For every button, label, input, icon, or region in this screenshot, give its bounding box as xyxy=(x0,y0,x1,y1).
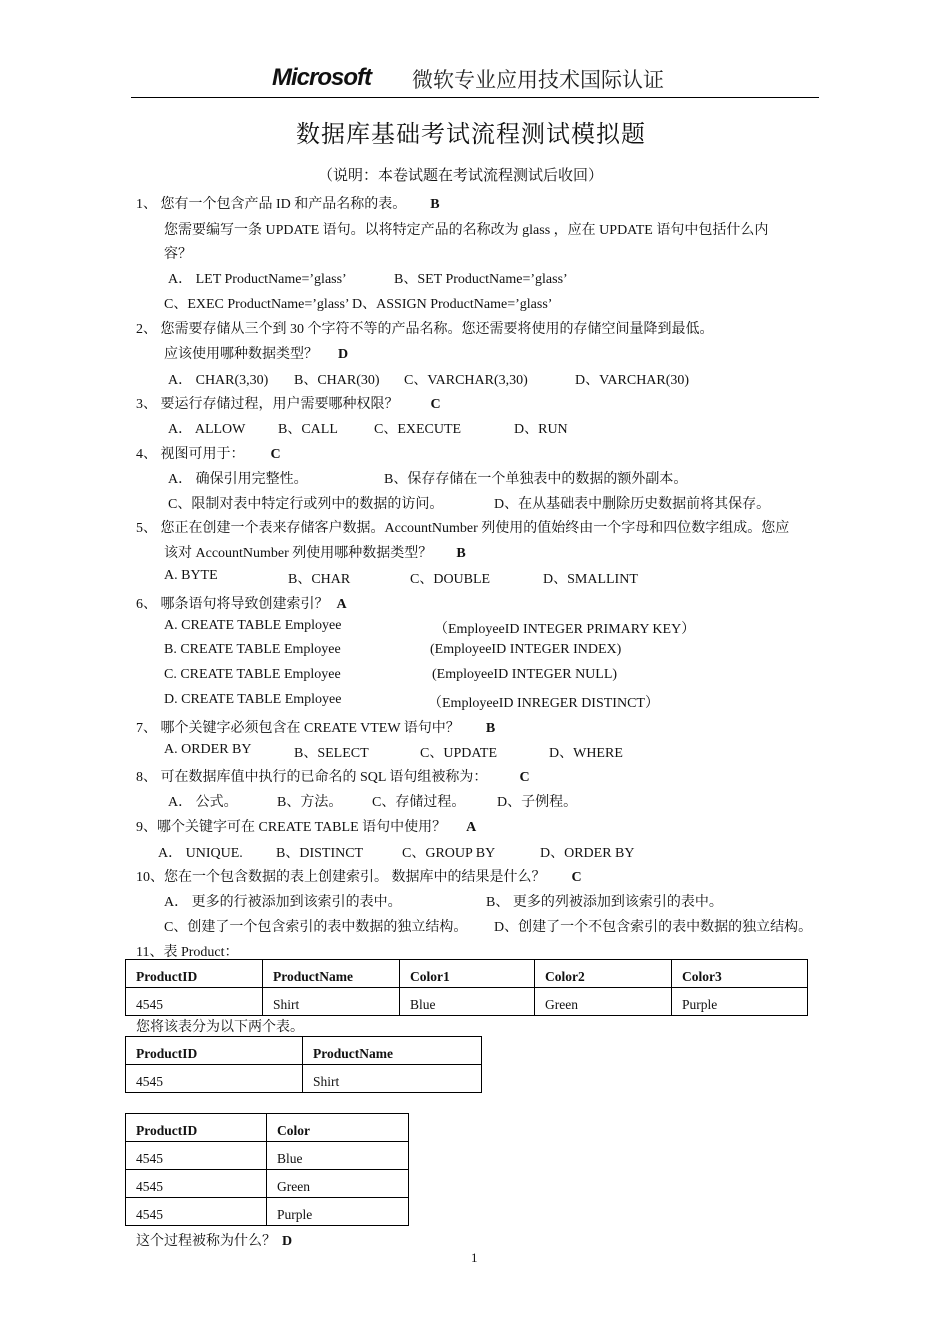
q1-option-b: B、SET ProductName=’glass’ xyxy=(394,272,568,287)
product-name-table xyxy=(125,1036,482,1093)
q5-option-a: A. BYTE xyxy=(164,568,218,583)
q10-option-c: C、创建了一个包含索引的表中数据的独立结构。 xyxy=(164,920,468,935)
table-header-cell: ProductID xyxy=(126,960,263,988)
table-cell: 4545 xyxy=(126,988,263,1016)
table-header-cell: Color xyxy=(267,1114,409,1142)
q8-option-c: C、存储过程。 xyxy=(372,795,466,810)
table-cell: Blue xyxy=(267,1142,409,1170)
table-header-cell: Color3 xyxy=(672,960,808,988)
q8-option-a: A． 公式。 xyxy=(168,795,238,810)
product-table xyxy=(125,959,808,1016)
table-cell: Purple xyxy=(267,1198,409,1226)
table-header-cell: Color2 xyxy=(535,960,672,988)
q8-option-b: B、方法。 xyxy=(277,795,343,810)
q4-option-b: B、保存存储在一个单独表中的数据的额外副本。 xyxy=(384,472,688,487)
question-3: 3、 要运行存储过程，用户需要哪种权限？ C xyxy=(136,397,441,412)
table-cell: 4545 xyxy=(126,1170,267,1198)
table-header-cell: ProductName xyxy=(263,960,400,988)
instruction-note: （说明：本卷试题在考试流程测试后收回） xyxy=(318,168,604,184)
q6-option-d: D. CREATE TABLE Employee xyxy=(164,692,342,707)
table-cell: Shirt xyxy=(263,988,400,1016)
question-11-split-text: 您将该表分为以下两个表。 xyxy=(136,1020,304,1035)
page-title: 数据库基础考试流程测试模拟题 xyxy=(296,122,646,148)
table-header-cell: ProductName xyxy=(303,1037,482,1065)
q9-option-b: B、DISTINCT xyxy=(276,846,364,861)
table-cell: Blue xyxy=(400,988,535,1016)
q6-option-b: B. CREATE TABLE Employee xyxy=(164,642,341,657)
q6-option-c: C. CREATE TABLE Employee xyxy=(164,667,341,682)
table-cell: 4545 xyxy=(126,1142,267,1170)
q7-option-a: A. ORDER BY xyxy=(164,742,252,757)
question-4: 4、 视图可用于： C xyxy=(136,447,281,462)
question-11-prompt: 这个过程被称为什么？ D xyxy=(136,1234,293,1249)
question-1-text-cont: 容？ xyxy=(164,247,192,262)
question-1-text: 您需要编写一条 UPDATE 语句。以将特定产品的名称改为 glass ，应在 UPDATE 语句中包括什么内 xyxy=(164,223,769,238)
q4-option-c: C、限制对表中特定行或列中的数据的访问。 xyxy=(168,497,444,512)
question-6: 6、 哪条语句将导致创建索引？ A xyxy=(136,597,347,612)
q9-option-c: C、GROUP BY xyxy=(402,846,496,861)
q7-option-d: D、WHERE xyxy=(549,746,623,761)
question-9: 9、哪个关键字可在 CREATE TABLE 语句中使用？ A xyxy=(136,820,477,835)
table-cell: Green xyxy=(267,1170,409,1198)
q4-option-a: A． 确保引用完整性。 xyxy=(168,472,308,487)
q10-option-a: A． 更多的行被添加到该索引的表中。 xyxy=(164,895,402,910)
q10-option-d: D、创建了一个不包含索引的表中数据的独立结构。 xyxy=(494,920,813,935)
table-header-row xyxy=(126,960,808,988)
table-row xyxy=(126,1198,409,1226)
table-cell: Purple xyxy=(672,988,808,1016)
question-2: 2、 您需要存储从三个到 30 个字符不等的产品名称。您还需要将使用的存储空间量降到最低。 xyxy=(136,322,714,337)
table-header-cell: ProductID xyxy=(126,1037,303,1065)
q9-option-a: A． UNIQUE. xyxy=(158,846,243,861)
question-1: 1、 您有一个包含产品 ID 和产品名称的表。 B xyxy=(136,197,440,212)
q3-option-c: C、EXECUTE xyxy=(374,422,462,437)
q6-option-a-cols: （EmployeeID INTEGER PRIMARY KEY） xyxy=(434,622,696,637)
q10-option-b: B、 更多的列被添加到该索引的表中。 xyxy=(486,895,723,910)
header-subtitle: 微软专业应用技术国际认证 xyxy=(412,68,664,92)
question-5-text: 该对 AccountNumber 列使用哪种数据类型？ B xyxy=(164,546,466,561)
q3-option-a: A． ALLOW xyxy=(168,422,246,437)
q6-option-d-cols: （EmployeeID INREGER DISTINCT） xyxy=(428,696,659,711)
q3-option-d: D、RUN xyxy=(514,422,568,437)
q5-option-c: C、DOUBLE xyxy=(410,572,491,587)
q7-option-b: B、SELECT xyxy=(294,746,369,761)
table-cell: 4545 xyxy=(126,1065,303,1093)
table-row xyxy=(126,1065,482,1093)
microsoft-logo: Microsoft xyxy=(272,64,371,91)
table-cell: 4545 xyxy=(126,1198,267,1226)
page-number: 1 xyxy=(471,1250,478,1265)
q6-option-b-cols: (EmployeeID INTEGER INDEX) xyxy=(430,642,622,657)
header-rule xyxy=(131,97,819,98)
table-header-cell: ProductID xyxy=(126,1114,267,1142)
q7-option-c: C、UPDATE xyxy=(420,746,498,761)
q9-option-d: D、ORDER BY xyxy=(540,846,635,861)
table-row xyxy=(126,1170,409,1198)
q6-option-a: A. CREATE TABLE Employee xyxy=(164,618,342,633)
q8-option-d: D、子例程。 xyxy=(497,795,578,810)
q1-option-a: A． LET ProductName=’glass’ xyxy=(168,272,347,287)
question-7: 7、 哪个关键字必须包含在 CREATE VTEW 语句中？ B xyxy=(136,721,496,736)
question-10: 10、您在一个包含数据的表上创建索引。 数据库中的结果是什么？ C xyxy=(136,870,582,885)
table-header-row xyxy=(126,1114,409,1142)
table-cell: Shirt xyxy=(303,1065,482,1093)
q6-option-c-cols: (EmployeeID INTEGER NULL) xyxy=(432,667,618,682)
q2-option-b: B、CHAR(30) xyxy=(294,373,380,388)
table-header-cell: Color1 xyxy=(400,960,535,988)
table-row xyxy=(126,1142,409,1170)
question-11: 11、表 Product： xyxy=(136,945,239,960)
question-5: 5、 您正在创建一个表来存储客户数据。AccountNumber 列使用的值始终由一个字母和四位数字组成。您应 xyxy=(136,521,790,536)
table-header-row xyxy=(126,1037,482,1065)
q2-option-d: D、VARCHAR(30) xyxy=(575,373,690,388)
question-8: 8、 可在数据库值中执行的已命名的 SQL 语句组被称为： C xyxy=(136,770,530,785)
product-color-table xyxy=(125,1113,409,1226)
table-row xyxy=(126,988,808,1016)
table-cell: Green xyxy=(535,988,672,1016)
question-2-text: 应该使用哪种数据类型？ D xyxy=(164,347,349,362)
q1-option-cd: C、EXEC ProductName=’glass’ D、ASSIGN ProductName=’glass’ xyxy=(164,297,553,312)
q5-option-d: D、SMALLINT xyxy=(543,572,638,587)
q4-option-d: D、在从基础表中删除历史数据前将其保存。 xyxy=(494,497,771,512)
q2-option-a: A． CHAR(3,30) xyxy=(168,373,269,388)
q2-option-c: C、VARCHAR(3,30) xyxy=(404,373,528,388)
q5-option-b: B、CHAR xyxy=(288,572,351,587)
q3-option-b: B、CALL xyxy=(278,422,338,437)
